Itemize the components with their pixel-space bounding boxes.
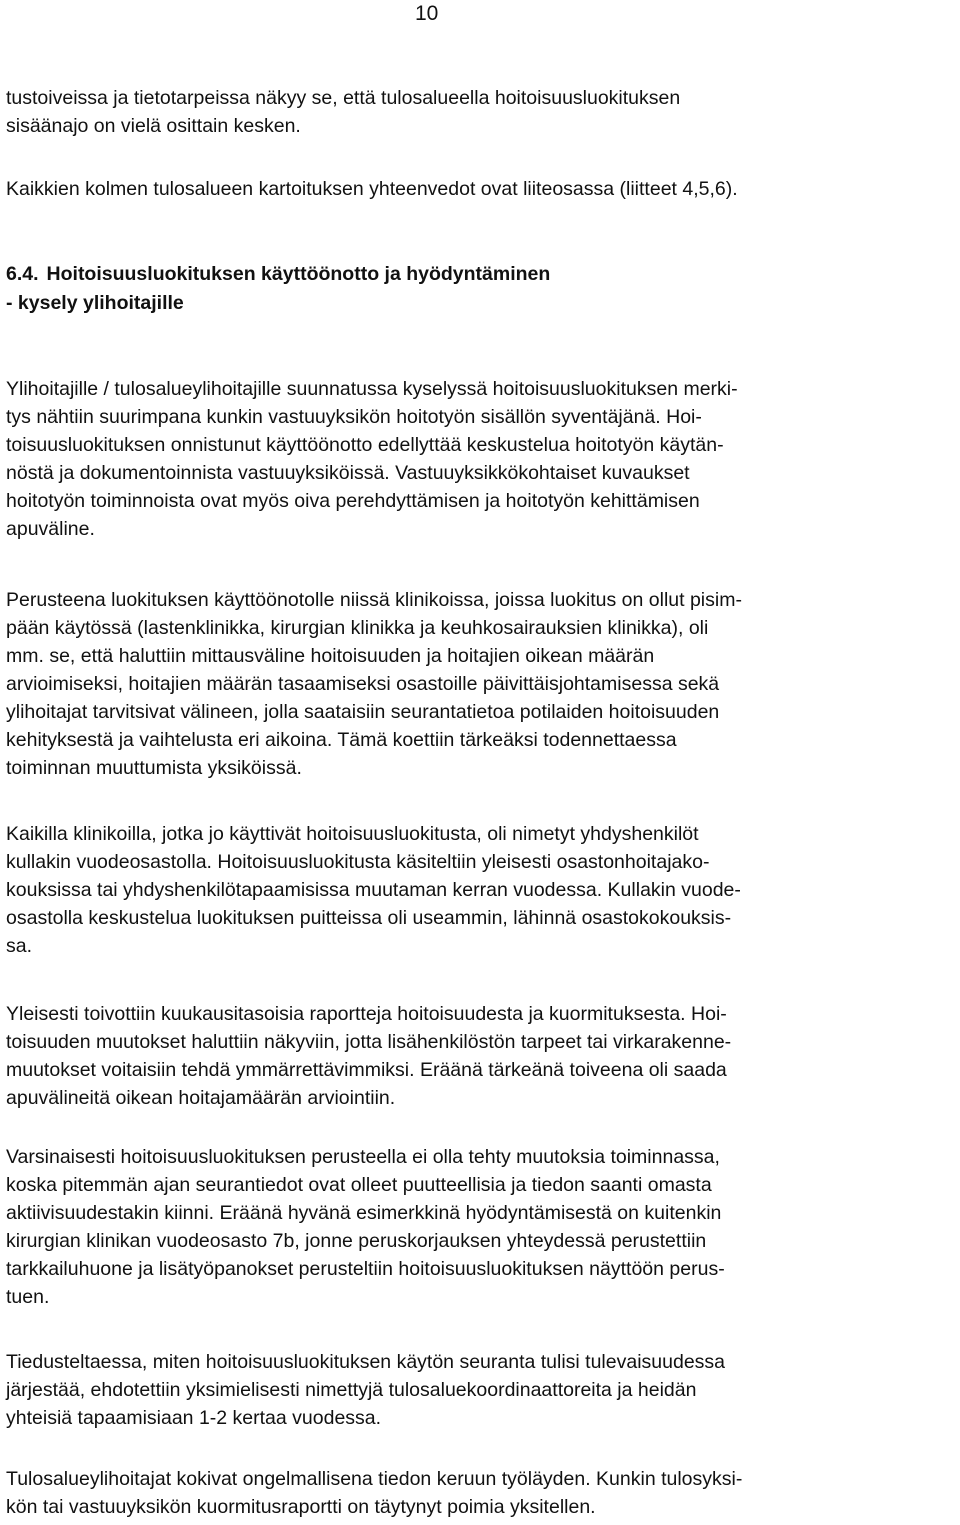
paragraph-2 bbox=[6, 586, 946, 782]
section-heading-line bbox=[6, 260, 906, 289]
section-subtitle: - kysely ylihoitajille bbox=[6, 292, 184, 314]
text-line: apuvälineitä oikean hoitajamäärän arviointiin. bbox=[6, 1087, 396, 1109]
text-line: Varsinaisesti hoitoisuusluokituksen perusteella ei olla tehty muutoksia toiminnassa, bbox=[6, 1146, 720, 1168]
paragraph-1 bbox=[6, 375, 946, 543]
text-line: tys nähtiin suurimpana kunkin vastuuyksikön hoitotyön sisällön syventäjänä. Hoi- bbox=[6, 406, 702, 428]
text-line: toiminnan muuttumista yksiköissä. bbox=[6, 757, 302, 779]
text-line: osastolla keskustelua luokituksen puitteissa oli useammin, lähinnä osastokokouksis- bbox=[6, 907, 732, 929]
text-line: mm. se, että haluttiin mittausväline hoitoisuuden ja hoitajien oikean määrän bbox=[6, 645, 655, 667]
text-line: Kaikkien kolmen tulosalueen kartoituksen yhteenvedot ovat liiteosassa (liitteet 4,5,6). bbox=[6, 178, 738, 200]
text-line: koska pitemmän ajan seurantiedot ovat olleet puutteellisia ja tiedon saanti omasta bbox=[6, 1174, 712, 1196]
text-line: Tulosalueylihoitajat kokivat ongelmallisena tiedon keruun työläyden. Kunkin tulosyksi- bbox=[6, 1468, 743, 1490]
section-heading bbox=[6, 260, 906, 318]
text-line: kullakin vuodeosastolla. Hoitoisuusluokitusta käsiteltiin yleisesti osastonhoitajako- bbox=[6, 851, 710, 873]
text-line: Yleisesti toivottiin kuukausitasoisia raportteja hoitoisuudesta ja kuormituksesta. Hoi- bbox=[6, 1003, 727, 1025]
summary-paragraph bbox=[6, 175, 946, 203]
text-line: Perusteena luokituksen käyttöönotolle niissä klinikoissa, joissa luokitus on ollut pisim- bbox=[6, 589, 742, 611]
text-line: aktiivisuudestakin kiinni. Eräänä hyvänä esimerkkinä hyödyntämisestä on kuitenkin bbox=[6, 1202, 722, 1224]
text-line: tuen. bbox=[6, 1286, 50, 1308]
text-line: järjestää, ehdotettiin yksimielisesti nimettyjä tulosaluekoordinaattoreita ja heidän bbox=[6, 1379, 697, 1401]
text-line: Tiedusteltaessa, miten hoitoisuusluokituksen käytön seuranta tulisi tulevaisuudessa bbox=[6, 1351, 726, 1373]
text-line: sa. bbox=[6, 935, 33, 957]
text-line: ylihoitajat tarvitsivat välineen, jolla saataisiin seurantatietoa potilaiden hoitoisuuden bbox=[6, 701, 720, 723]
text-line: pään käytössä (lastenklinikka, kirurgian klinikka ja keuhkosairauksien klinikka), oli bbox=[6, 617, 709, 639]
text-line: kouksissa tai yhdyshenkilötapaamisissa muutaman kerran vuodessa. Kullakin vuode- bbox=[6, 879, 741, 901]
text-line: hoitotyön toiminnoista ovat myös oiva perehdyttämisen ja hoitotyön kehittämisen bbox=[6, 490, 700, 512]
section-number: 6.4. bbox=[6, 263, 39, 285]
text-line: apuväline. bbox=[6, 518, 95, 540]
section-title: Hoitoisuusluokituksen käyttöönotto ja hyödyntäminen bbox=[46, 263, 551, 285]
page-number: 10 bbox=[415, 2, 439, 25]
text-line: kirurgian klinikan vuodeosasto 7b, jonne peruskorjauksen yhteydessä perustettiin bbox=[6, 1230, 707, 1252]
text-line: muutokset voitaisiin tehdä ymmärrettävimmiksi. Eräänä tärkeänä toiveena oli saada bbox=[6, 1059, 727, 1081]
text-line: kön tai vastuuyksikön kuormitusraportti on täytynyt poimia yksitellen. bbox=[6, 1496, 596, 1518]
text-line: Ylihoitajille / tulosalueylihoitajille suunnatussa kyselyssä hoitoisuusluokituksen merki- bbox=[6, 378, 738, 400]
paragraph-7 bbox=[6, 1465, 946, 1521]
paragraph-4 bbox=[6, 1000, 946, 1112]
text-line: toisuuden muutokset haluttiin näkyviin, jotta lisähenkilöstön tarpeet tai virkarakenne- bbox=[6, 1031, 732, 1053]
text-line: toisuusluokituksen onnistunut käyttöönotto edellyttää keskustelua hoitotyön käytän- bbox=[6, 434, 724, 456]
text-line: sisäänajo on vielä osittain kesken. bbox=[6, 115, 301, 137]
text-line: kehityksestä ja vaihtelusta eri aikoina. Tämä koettiin tärkeäksi todennettaessa bbox=[6, 729, 677, 751]
text-line: tustoiveissa ja tietotarpeissa näkyy se, että tulosalueella hoitoisuusluokituksen bbox=[6, 87, 681, 109]
text-line: nöstä ja dokumentoinnista vastuuyksiköissä. Vastuuyksikkökohtaiset kuvaukset bbox=[6, 462, 690, 484]
paragraph-6 bbox=[6, 1348, 946, 1432]
text-line: yhteisiä tapaamisiaan 1-2 kertaa vuodessa. bbox=[6, 1407, 382, 1429]
text-line: tarkkailuhuone ja lisätyöpanokset perusteltiin hoitoisuusluokituksen näyttöön perus- bbox=[6, 1258, 725, 1280]
paragraph-5 bbox=[6, 1143, 946, 1311]
intro-paragraph bbox=[6, 84, 946, 140]
text-line: Kaikilla klinikoilla, jotka jo käyttivät hoitoisuusluokitusta, oli nimetyt yhdyshenkilöt bbox=[6, 823, 699, 845]
paragraph-3 bbox=[6, 820, 946, 960]
text-line: arvioimiseksi, hoitajien määrän tasaamiseksi osastoille päivittäisjohtamisessa sekä bbox=[6, 673, 720, 695]
